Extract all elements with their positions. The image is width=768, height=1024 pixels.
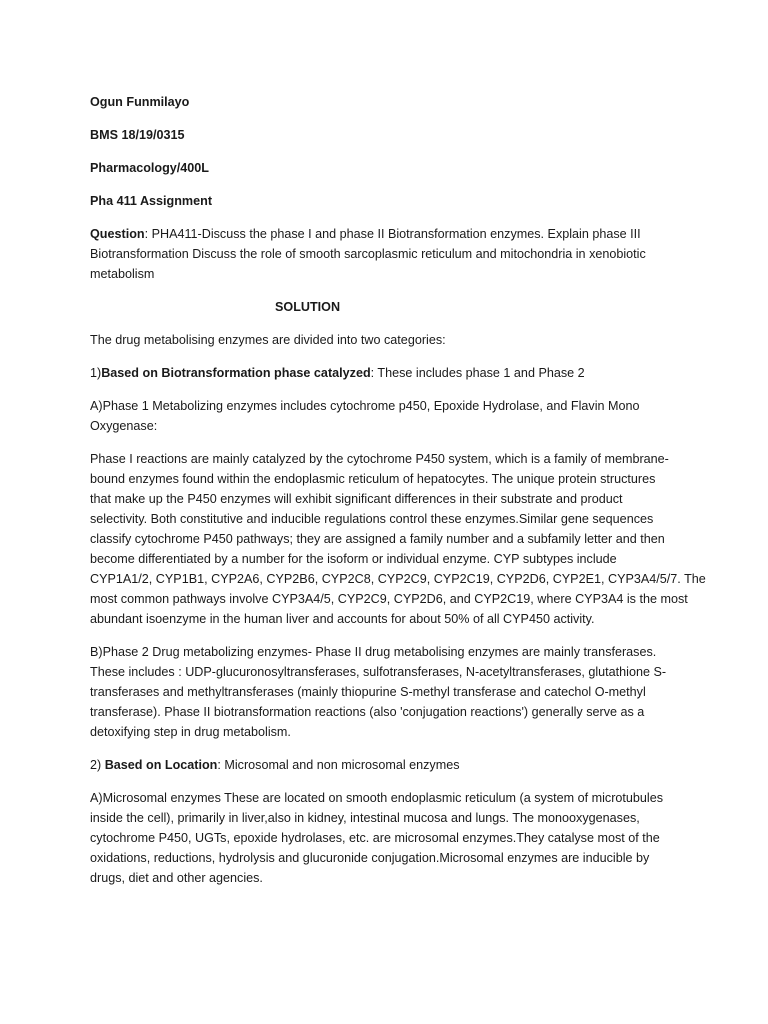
phase2-line: transferase). Phase II biotransformation reactions (also 'conjugation reactions') generally serve as a	[90, 705, 645, 719]
microsomal-line: oxidations, reductions, hydrolysis and glucuronide conjugation.Microsomal enzymes are inducible by	[90, 851, 650, 865]
microsomal-body	[90, 788, 670, 888]
phase1-line: that make up the P450 enzymes will exhibit significant differences in their substrate and product	[90, 492, 623, 506]
phase1-heading-line-1: A)Phase 1 Metabolizing enzymes includes cytochrome p450, Epoxide Hydrolase, and Flavin Mono	[90, 399, 640, 413]
section2-prefix: 2)	[90, 758, 105, 772]
section1-rest: : These includes phase 1 and Phase 2	[370, 366, 585, 380]
matric-number: BMS 18/19/0315	[90, 128, 185, 142]
phase2-line: B)Phase 2 Drug metabolizing enzymes- Phase II drug metabolising enzymes are mainly transferases.	[90, 645, 657, 659]
microsomal-line: drugs, diet and other agencies.	[90, 871, 263, 885]
phase1-line: selectivity. Both constitutive and inducible regulations control these enzymes.Similar gene sequences	[90, 512, 654, 526]
phase1-heading	[90, 396, 670, 436]
solution-title: SOLUTION	[275, 300, 341, 314]
phase1-line: CYP1A1/2, CYP1B1, CYP2A6, CYP2B6, CYP2C8, CYP2C9, CYP2C19, CYP2D6, CYP2E1, CYP3A4/5/7. The	[90, 572, 706, 586]
assignment-title: Pha 411 Assignment	[90, 194, 213, 208]
section1-bold: Based on Biotransformation phase catalyzed	[101, 366, 371, 380]
section1-heading	[90, 363, 670, 383]
section2-rest: : Microsomal and non microsomal enzymes	[217, 758, 460, 772]
phase1-body	[90, 449, 706, 629]
phase1-line: abundant isoenzyme in the human liver and accounts for about 50% of all CYP450 activity.	[90, 612, 595, 626]
question-text: : PHA411-Discuss the phase I and phase II Biotransformation enzymes. Explain phase III	[144, 227, 641, 241]
phase1-heading-line-2: Oxygenase:	[90, 419, 158, 433]
phase1-line: classify cytochrome P450 pathways; they are assigned a family number and a subfamily letter and then	[90, 532, 665, 546]
phase2-line: These includes : UDP-glucuronosyltransferases, sulfotransferases, N-acetyltransferases, glutathione S-	[90, 665, 667, 679]
phase1-line: become differentiated by a number for the isoform or individual enzyme. CYP subtypes include	[90, 552, 617, 566]
phase2-line: transferases and methyltransferases (mainly thiopurine S-methyl transferase and catechol O-methyl	[90, 685, 646, 699]
section1-prefix: 1)	[90, 366, 102, 380]
phase2-body	[90, 642, 670, 742]
phase2-line: detoxifying step in drug metabolism.	[90, 725, 291, 739]
section2-bold: Based on Location	[104, 758, 218, 772]
question-line-1	[90, 224, 670, 244]
section2-heading	[90, 755, 670, 775]
question-line-3: metabolism	[90, 267, 155, 281]
question-paragraph	[90, 224, 670, 284]
phase1-line: bound enzymes found within the endoplasmic reticulum of hepatocytes. The unique protein structures	[90, 472, 656, 486]
question-line-2: Biotransformation Discuss the role of smooth sarcoplasmic reticulum and mitochondria in xenobiotic	[90, 247, 646, 261]
microsomal-line: inside the cell), primarily in liver,also in kidney, intestinal mucosa and lungs. The monooxygenases,	[90, 811, 640, 825]
course-level: Pharmacology/400L	[90, 161, 209, 175]
phase1-line: Phase I reactions are mainly catalyzed by the cytochrome P450 system, which is a family of membrane-	[90, 452, 669, 466]
microsomal-line: A)Microsomal enzymes These are located on smooth endoplasmic reticulum (a system of microtubules	[90, 791, 664, 805]
question-label: Question	[90, 227, 145, 241]
phase1-line: most common pathways involve CYP3A4/5, CYP2C9, CYP2D6, and CYP2C19, where CYP3A4 is the most	[90, 592, 688, 606]
document-page	[90, 92, 706, 888]
microsomal-line: cytochrome P450, UGTs, epoxide hydrolases, etc. are microsomal enzymes.They catalyse most of the	[90, 831, 660, 845]
student-name: Ogun Funmilayo	[90, 95, 190, 109]
intro-text: The drug metabolising enzymes are divided into two categories:	[90, 333, 446, 347]
